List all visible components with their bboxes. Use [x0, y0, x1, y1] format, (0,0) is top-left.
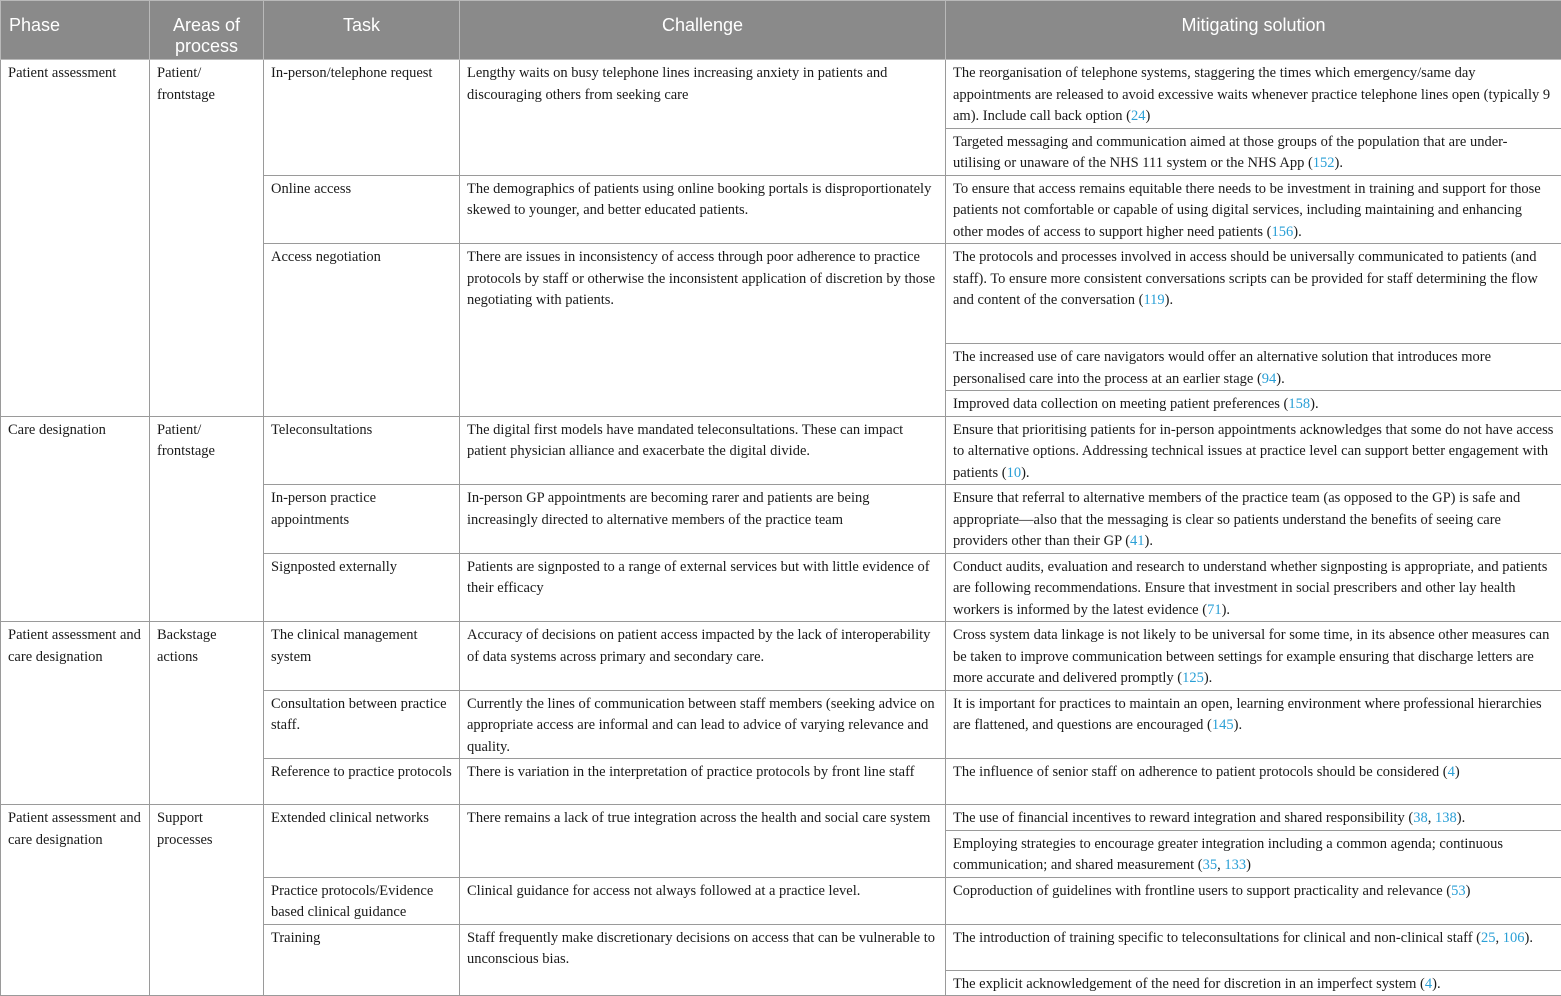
solution-cell — [946, 759, 1561, 805]
reference-link[interactable]: 119 — [1143, 292, 1164, 308]
phase-cell: Patient assessment and care designation — [1, 805, 150, 996]
ref-separator: , — [1428, 810, 1435, 826]
solution-cell — [946, 485, 1561, 554]
challenge-cell: There remains a lack of true integration across the health and social care system — [460, 805, 946, 878]
solution-text-end: ). — [1457, 810, 1465, 826]
task-cell: Signposted externally — [264, 553, 460, 622]
reference-link[interactable]: 156 — [1272, 224, 1294, 240]
solution-text: Cross system data linkage is not likely to be universal for some time, in its absence other measures can be taken to improve communication between settings for example ensuring that discharge letters are more accurate and delivered promptly ( — [953, 627, 1549, 686]
area-cell: Backstage actions — [150, 622, 264, 805]
solution-text-end: ) — [1466, 883, 1471, 899]
solution-text: It is important for practices to maintain an open, learning environment where professional hierarchies are flattened, and questions are encouraged ( — [953, 696, 1542, 734]
reference-link[interactable]: 106 — [1503, 930, 1525, 946]
reference-link[interactable]: 35 — [1203, 857, 1218, 873]
reference-link[interactable]: 158 — [1288, 396, 1310, 412]
table-row — [1, 622, 1561, 691]
reference-link[interactable]: 4 — [1448, 764, 1455, 780]
solution-cell — [946, 416, 1561, 485]
solution-cell — [946, 805, 1561, 831]
solution-text-end: ). — [1310, 396, 1318, 412]
reference-link[interactable]: 138 — [1435, 810, 1457, 826]
solution-text-end: ). — [1204, 670, 1212, 686]
table-row — [1, 416, 1561, 485]
table-header — [1, 1, 1561, 60]
solution-text-end: ) — [1455, 764, 1460, 780]
header-task: Task — [264, 1, 460, 60]
solution-cell — [946, 60, 1561, 129]
task-cell: Online access — [264, 175, 460, 244]
phase-cell: Care designation — [1, 416, 150, 622]
reference-link[interactable]: 24 — [1131, 108, 1146, 124]
solution-cell — [946, 128, 1561, 175]
header-row — [1, 1, 1561, 60]
solution-cell — [946, 970, 1561, 996]
task-cell: Extended clinical networks — [264, 805, 460, 878]
solution-text-end: ) — [1246, 857, 1251, 873]
reference-link[interactable]: 10 — [1007, 465, 1022, 481]
task-cell: Practice protocols/Evidence based clinical guidance — [264, 877, 460, 924]
challenge-cell: Lengthy waits on busy telephone lines increasing anxiety in patients and discouraging others from seeking care — [460, 60, 946, 176]
reference-link[interactable]: 94 — [1262, 371, 1277, 387]
solution-text-end: ). — [1525, 930, 1533, 946]
ref-separator: , — [1217, 857, 1224, 873]
solution-text: Ensure that referral to alternative members of the practice team (as opposed to the GP) is safe and appropriate—also that the messaging is clear so patients understand the benefits of seeing care providers other than their GP ( — [953, 490, 1520, 549]
reference-link[interactable]: 152 — [1313, 155, 1335, 171]
header-challenge: Challenge — [460, 1, 946, 60]
solution-cell — [946, 391, 1561, 417]
reference-link[interactable]: 25 — [1481, 930, 1496, 946]
challenge-cell: There is variation in the interpretation of practice protocols by front line staff — [460, 759, 946, 805]
task-cell: Reference to practice protocols — [264, 759, 460, 805]
solution-text: Targeted messaging and communication aimed at those groups of the population that are under-utilising or unaware of the NHS 111 system or the NHS App ( — [953, 134, 1508, 172]
task-cell: In-person practice appointments — [264, 485, 460, 554]
challenge-cell: There are issues in inconsistency of access through poor adherence to practice protocols by staff or otherwise the inconsistent application of discretion by those negotiating with patients. — [460, 244, 946, 417]
solution-cell — [946, 690, 1561, 759]
reference-link[interactable]: 41 — [1130, 533, 1145, 549]
task-cell: Access negotiation — [264, 244, 460, 417]
solution-text-end: ). — [1165, 292, 1173, 308]
solution-text-end: ). — [1293, 224, 1301, 240]
solution-text: Ensure that prioritising patients for in-person appointments acknowledges that some do not have access to alternative options. Addressing technical issues at practice level can support better engagement with patients ( — [953, 422, 1553, 481]
solution-text-end: ). — [1432, 976, 1440, 992]
solution-text: The influence of senior staff on adherence to patient protocols should be considered ( — [953, 764, 1448, 780]
reference-link[interactable]: 38 — [1413, 810, 1428, 826]
table-row — [1, 805, 1561, 831]
area-cell: Patient/ frontstage — [150, 60, 264, 417]
solution-cell — [946, 344, 1561, 391]
solution-text: Coproduction of guidelines with frontline users to support practicality and relevance ( — [953, 883, 1451, 899]
header-mitigating-solution: Mitigating solution — [946, 1, 1561, 60]
solution-text-end: ). — [1222, 602, 1230, 618]
challenge-cell: Currently the lines of communication between staff members (seeking advice on appropriate access are informal and can lead to advice of varying relevance and quality. — [460, 690, 946, 759]
phase-cell: Patient assessment — [1, 60, 150, 417]
solution-text-end: ). — [1335, 155, 1343, 171]
solution-text-end: ). — [1234, 717, 1242, 733]
task-cell: In-person/telephone request — [264, 60, 460, 176]
solution-cell — [946, 924, 1561, 970]
header-areas-of-process: Areas of process — [150, 1, 264, 60]
table-body — [1, 60, 1561, 996]
phase-cell: Patient assessment and care designation — [1, 622, 150, 805]
task-cell: Consultation between practice staff. — [264, 690, 460, 759]
challenge-cell: The digital first models have mandated teleconsultations. These can impact patient physician alliance and exacerbate the digital divide. — [460, 416, 946, 485]
solution-cell — [946, 622, 1561, 691]
solution-cell — [946, 244, 1561, 344]
task-cell: The clinical management system — [264, 622, 460, 691]
solution-text: The explicit acknowledgement of the need for discretion in an imperfect system ( — [953, 976, 1425, 992]
challenge-cell: Clinical guidance for access not always followed at a practice level. — [460, 877, 946, 924]
area-cell: Support processes — [150, 805, 264, 996]
challenge-cell: Staff frequently make discretionary decisions on access that can be vulnerable to unconscious bias. — [460, 924, 946, 996]
solution-text-end: ). — [1145, 533, 1153, 549]
reference-link[interactable]: 71 — [1207, 602, 1222, 618]
solution-text: The introduction of training specific to teleconsultations for clinical and non-clinical staff ( — [953, 930, 1481, 946]
solution-text: Conduct audits, evaluation and research to understand whether signposting is appropriate, and patients are following recommendations. Ensure that investment in social prescribers and other lay health workers is informed by the latest evidence ( — [953, 559, 1547, 618]
ref-separator: , — [1496, 930, 1503, 946]
challenge-cell: The demographics of patients using online booking portals is disproportionately skewed to younger, and better educated patients. — [460, 175, 946, 244]
solution-text: To ensure that access remains equitable there needs to be investment in training and support for those patients not comfortable or capable of using digital services, including maintaining and enhancing other modes of access to support higher need patients ( — [953, 181, 1541, 240]
reference-link[interactable]: 53 — [1451, 883, 1466, 899]
solution-text: The increased use of care navigators would offer an alternative solution that introduces more personalised care into the process at an earlier stage ( — [953, 349, 1491, 387]
solution-cell — [946, 175, 1561, 244]
challenge-cell: In-person GP appointments are becoming rarer and patients are being increasingly directed to alternative members of the practice team — [460, 485, 946, 554]
solution-cell — [946, 553, 1561, 622]
solution-cell — [946, 830, 1561, 877]
solution-text: The reorganisation of telephone systems, staggering the times which emergency/same day appointments are released to avoid excessive waits whenever practice telephone lines open (typically 9 am). Include call back option ( — [953, 65, 1550, 124]
challenge-cell: Accuracy of decisions on patient access impacted by the lack of interoperability of data systems across primary and secondary care. — [460, 622, 946, 691]
reference-link[interactable]: 145 — [1212, 717, 1234, 733]
challenge-cell: Patients are signposted to a range of external services but with little evidence of their efficacy — [460, 553, 946, 622]
solution-text-end: ). — [1021, 465, 1029, 481]
solution-text: Employing strategies to encourage greater integration including a common agenda; continuous communication; and shared measurement ( — [953, 836, 1503, 874]
reference-link[interactable]: 4 — [1425, 976, 1432, 992]
solution-text-end: ). — [1276, 371, 1284, 387]
solution-text: Improved data collection on meeting patient preferences ( — [953, 396, 1288, 412]
header-phase: Phase — [1, 1, 150, 60]
solution-cell — [946, 877, 1561, 924]
solution-text: The use of financial incentives to reward integration and shared responsibility ( — [953, 810, 1413, 826]
task-cell: Teleconsultations — [264, 416, 460, 485]
area-cell: Patient/ frontstage — [150, 416, 264, 622]
reference-link[interactable]: 133 — [1224, 857, 1246, 873]
solution-text: The protocols and processes involved in access should be universally communicated to patients (and staff). To ensure more consistent conversations scripts can be provided for staff determining the flow and content of the conversation ( — [953, 249, 1538, 308]
table-row — [1, 60, 1561, 129]
reference-link[interactable]: 125 — [1182, 670, 1204, 686]
task-cell: Training — [264, 924, 460, 996]
solution-text-end: ) — [1145, 108, 1150, 124]
